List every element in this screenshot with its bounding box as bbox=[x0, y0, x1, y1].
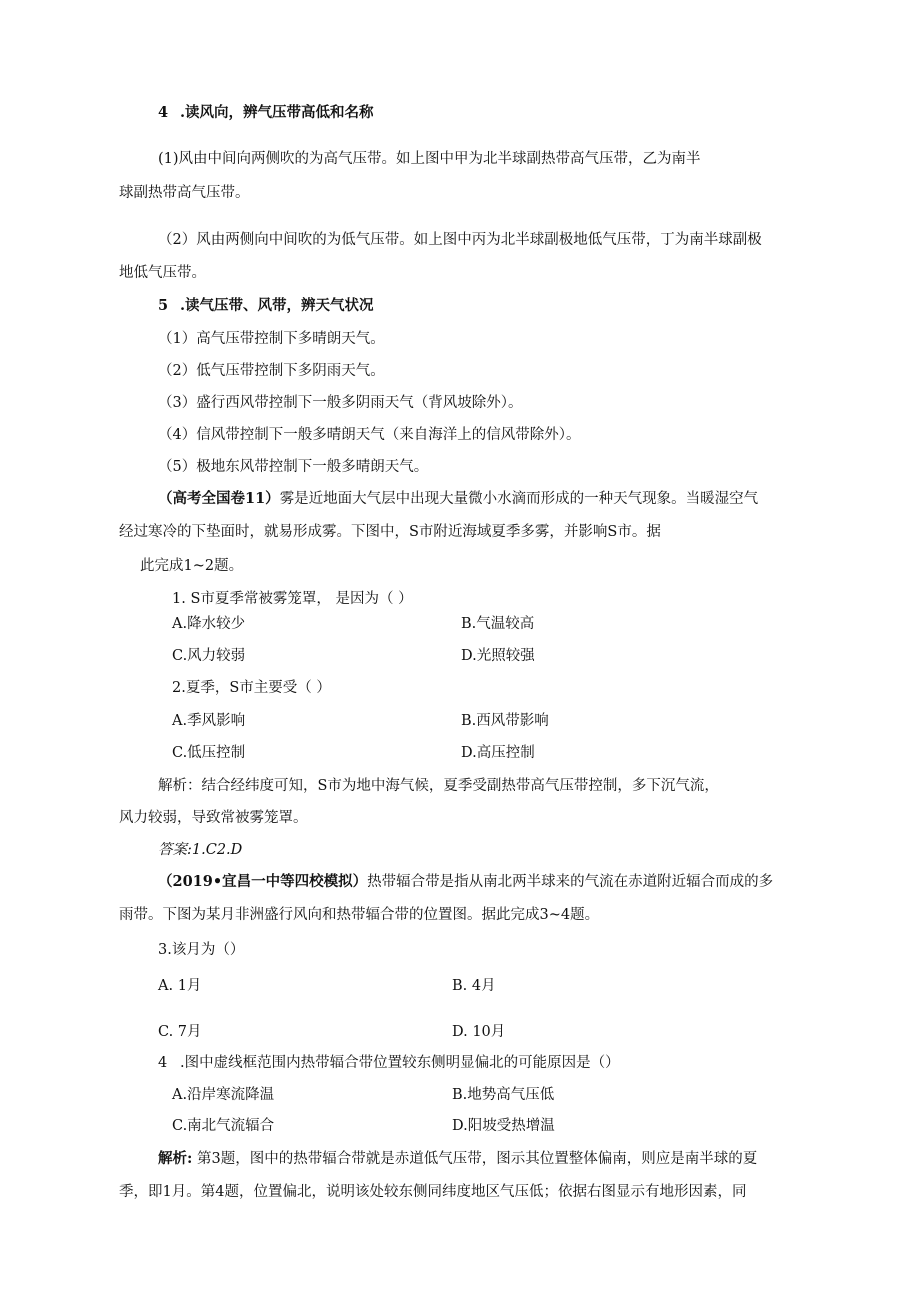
q12-analysis-line1: 解析：结合经纬度可知，S市为地中海气候，夏季受副热带高气压带控制，多下沉气流， bbox=[158, 778, 719, 794]
q34-analysis-line2: 季，即1月。第4题，位置偏北，说明该处较东侧同纬度地区气压低；依据右图显示有地形因素，同 bbox=[119, 1184, 747, 1200]
q3-option-b: B. 4月 bbox=[452, 978, 496, 994]
q34-intro-text: 热带辐合带是指从南北两半球来的气流在赤道附近辐合而成的多 bbox=[367, 874, 774, 890]
q4-option-a: A.沿岸寒流降温 bbox=[172, 1087, 275, 1103]
section4-p2-line1: （2）风由两侧向中间吹的为低气压带。如上图中丙为北半球副极地低气压带，丁为南半球副极 bbox=[158, 232, 762, 248]
section5-item-4: （4）信风带控制下一般多晴朗天气（来自海洋上的信风带除外）。 bbox=[158, 427, 581, 443]
section4-p1-line2: 球副热带高气压带。 bbox=[119, 185, 250, 201]
q34-analysis-line1 bbox=[158, 1149, 757, 1169]
q3-option-c: C. 7月 bbox=[158, 1024, 202, 1040]
q3-option-a: A. 1月 bbox=[158, 978, 202, 994]
q34-analysis-label: 解析: bbox=[158, 1150, 193, 1167]
question-3: 3.该月为（） bbox=[158, 942, 245, 958]
q34-intro-line1 bbox=[158, 872, 773, 892]
section5-number: 5 bbox=[158, 297, 169, 314]
q12-source: （高考全国卷11） bbox=[158, 490, 280, 507]
q1-option-d: D.光照较强 bbox=[461, 648, 535, 664]
section5-item-1: （1）高气压带控制下多晴朗天气。 bbox=[158, 331, 385, 347]
q12-intro-line1 bbox=[158, 489, 758, 509]
question-4 bbox=[158, 1053, 620, 1073]
question-1: 1. S市夏季常被雾笼罩， 是因为（ ） bbox=[172, 591, 413, 607]
q12-answer: 答案:1.C2.D bbox=[158, 842, 243, 858]
q3-option-d: D. 10月 bbox=[452, 1024, 506, 1040]
section4-number: 4 bbox=[158, 104, 169, 121]
q4-number: 4 bbox=[158, 1055, 168, 1071]
q2-option-b: B.西风带影响 bbox=[461, 713, 549, 729]
q4-option-d: D.阳坡受热增温 bbox=[452, 1118, 555, 1134]
section5-item-2: （2）低气压带控制下多阴雨天气。 bbox=[158, 363, 385, 379]
q4-option-b: B.地势高气压低 bbox=[452, 1087, 555, 1103]
q12-intro-line3: 此完成1~2题。 bbox=[140, 558, 244, 574]
section5-item-5: （5）极地东风带控制下一般多晴朗天气。 bbox=[158, 459, 429, 475]
q4-option-c: C.南北气流辐合 bbox=[172, 1118, 275, 1134]
section4-p2-line2: 地低气压带。 bbox=[119, 265, 206, 281]
q12-intro-text: 雾是近地面大气层中出现大量微小水滴而形成的一种天气现象。当暖湿空气 bbox=[279, 491, 759, 507]
section5-title: .读气压带、风带，辨天气状况 bbox=[180, 297, 374, 314]
q34-analysis-text: 第3题，图中的热带辐合带就是赤道低气压带，图示其位置整体偏南，则应是南半球的夏 bbox=[192, 1151, 758, 1167]
section4-p1-line1: (1)风由中间向两侧吹的为高气压带。如上图中甲为北半球副热带高气压带，乙为南半 bbox=[158, 151, 701, 167]
section4-title: .读风向，辨气压带高低和名称 bbox=[180, 104, 374, 121]
q12-analysis-line2: 风力较弱，导致常被雾笼罩。 bbox=[119, 810, 308, 826]
q4-text: .图中虚线框范围内热带辐合带位置较东侧明显偏北的可能原因是（） bbox=[180, 1055, 620, 1071]
q2-option-a: A.季风影响 bbox=[172, 713, 246, 729]
q34-source: （2019•宜昌一中等四校模拟） bbox=[158, 873, 368, 890]
section5-item-3: （3）盛行西风带控制下一般多阴雨天气（背风坡除外）。 bbox=[158, 395, 523, 411]
question-2: 2.夏季，S市主要受（ ） bbox=[172, 680, 331, 696]
section4-heading bbox=[158, 103, 374, 123]
q1-option-c: C.风力较弱 bbox=[172, 648, 246, 664]
q12-intro-line2: 经过寒冷的下垫面时，就易形成雾。下图中，S市附近海域夏季多雾，并影响S市。据 bbox=[119, 524, 661, 540]
q34-intro-line2: 雨带。下图为某月非洲盛行风向和热带辐合带的位置图。据此完成3~4题。 bbox=[119, 907, 600, 923]
q1-option-b: B.气温较高 bbox=[461, 616, 535, 632]
q1-option-a: A.降水较少 bbox=[172, 616, 246, 632]
q2-option-c: C.低压控制 bbox=[172, 745, 246, 761]
q2-option-d: D.高压控制 bbox=[461, 745, 535, 761]
section5-heading bbox=[158, 296, 374, 316]
